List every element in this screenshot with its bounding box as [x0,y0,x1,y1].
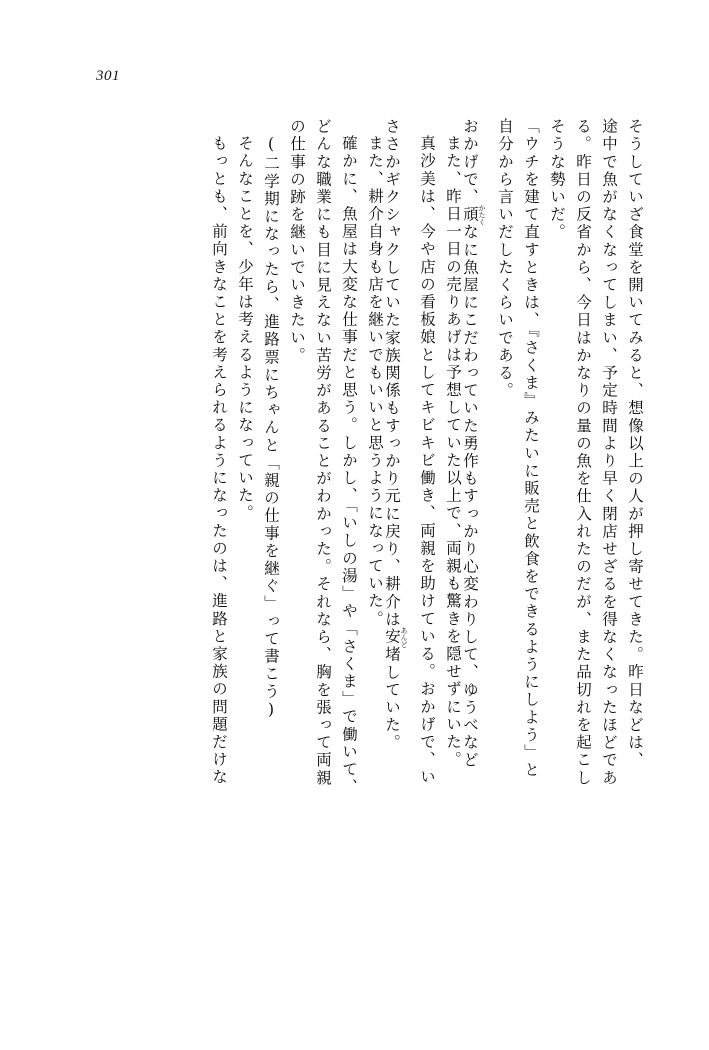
text-line: そうな勢いだ。 [548,118,566,242]
text-line: (二学期になったら、進路票にちゃんと「親の仕事を継ぐ」って書こう) [262,135,280,721]
text-line: 途中で魚がなくなってしまい、予定時間より早く閉店せざるを得なくなったほどであ [600,118,618,787]
text-line: 真沙美は、今や店の看板娘としてキビキビ働き、両親を助けている。おかげで、い [418,135,436,787]
text-line: また、昨日一日の売りあげは予想していた以上で、両親も驚きを隠せずにいた。 [444,135,462,769]
text-line: そんなことを、少年は考えるようになっていた。 [236,135,254,523]
text-line: ささかギクシャクしていた家族関係もすっかり元に戻り、耕介は安 あんど堵していた。 [383,118,408,752]
text-line: もっとも、前向きなことを考えられるようになったのは、進路と家族の問題だけな [210,135,228,787]
page-number: 301 [96,68,120,84]
text-line: おかげで、頑 かたくなに魚屋にこだわっていた勇作もすっかり心変わりして、ゆうべなど [461,118,486,770]
text-line: 「ウチを建て直すときは、『さくま』みたいに販売と飲食をできるようにしよう」と [522,118,540,780]
text-line: る。昨日の反省から、今日はかなりの量の魚を仕入れたのだが、また品切れを起こし [574,118,592,787]
text-line: どんな職業にも目に見えない苦労があることがわかった。それなら、胸を張って両親 [314,118,332,787]
text-line: 確かに、魚屋は大変な仕事だと思う。しかし、「いしの湯」や「さくま」で働いて、 [340,135,358,797]
text-line: 自分から言いだしたくらいである。 [496,118,514,400]
text-line: また、耕介自身も店を継いでもいいと思うようになっていた。 [366,135,384,628]
body-text [62,118,642,978]
text-line: そうしていざ食堂を開いてみると、想像以上の人が押し寄せてきた。昨日などは、 [626,118,644,770]
text-line: の仕事の跡を継いでいきたい。 [288,118,306,365]
